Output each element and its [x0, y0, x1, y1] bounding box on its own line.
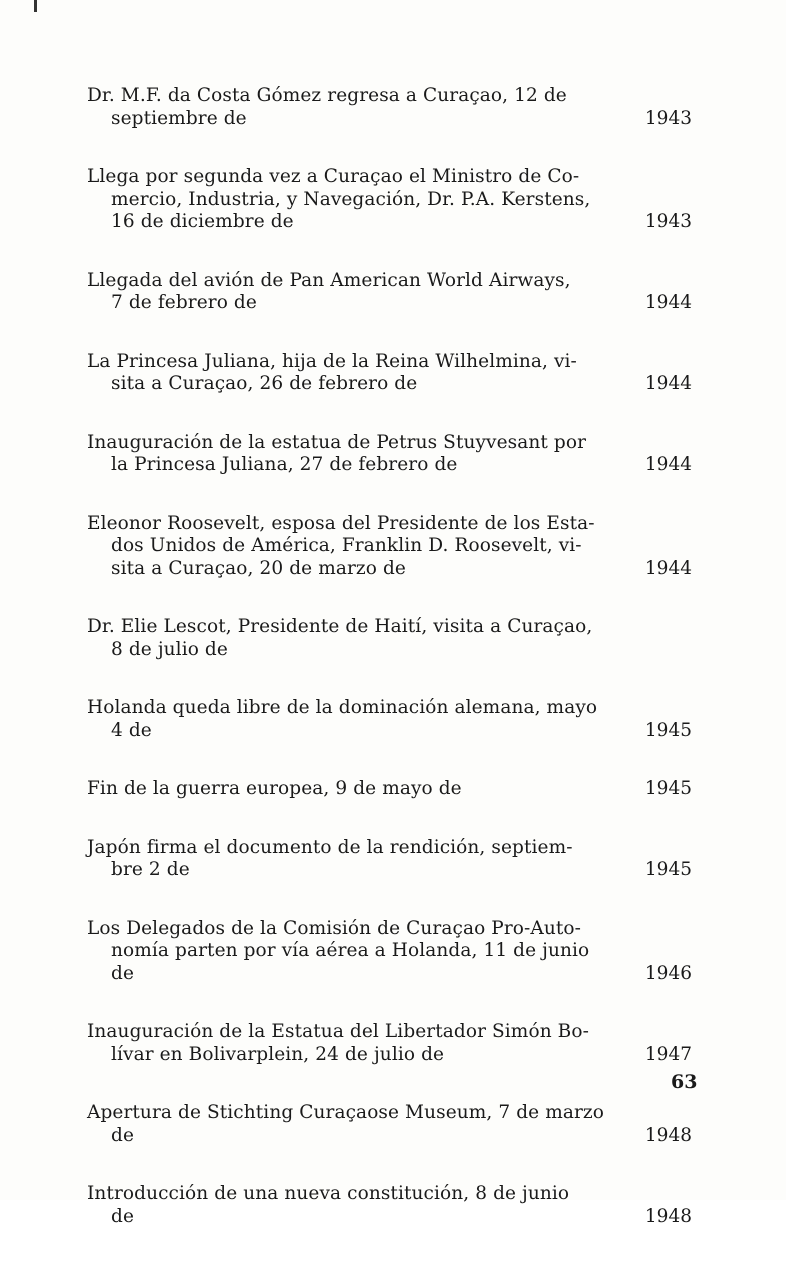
entry-line: 8 de julio de — [111, 638, 228, 660]
entry-line: Llega por segunda vez a Curaçao el Ministro de Co- — [87, 166, 580, 187]
entry-year: 1948 — [644, 1124, 692, 1146]
chronology-list — [87, 85, 692, 1264]
entry-text — [87, 1183, 627, 1228]
entry-line: Dr. M.F. da Costa Gómez regresa a Curaçao, 12 de — [87, 85, 567, 106]
entry-year: 1944 — [644, 557, 692, 579]
chronology-entry — [87, 616, 692, 661]
chronology-entry — [87, 1021, 692, 1066]
entry-line: Inauguración de la estatua de Petrus Stuyvesant por — [87, 431, 587, 453]
entry-text — [87, 697, 627, 742]
entry-line: la Princesa Juliana, 27 de febrero de — [111, 454, 458, 475]
entry-line: Eleonor Roosevelt, esposa del Presidente de los Esta- — [87, 512, 595, 534]
entry-line: Llegada del avión de Pan American World Airways, — [87, 269, 571, 291]
entry-line: Fin de la guerra europea, 9 de mayo de — [87, 778, 462, 799]
entry-line: 7 de febrero de — [111, 292, 257, 313]
entry-line: Japón firma el documento de la rendición, septiem- — [87, 836, 573, 858]
scan-mark — [34, 0, 37, 12]
entry-year: 1944 — [644, 454, 692, 475]
chronology-entry — [87, 432, 692, 477]
entry-year: 1947 — [644, 1043, 692, 1065]
entry-line: Introducción de una nueva constitución, 8 de junio — [87, 1183, 570, 1204]
entry-text — [87, 432, 627, 477]
entry-line: 16 de diciembre de — [111, 211, 294, 232]
entry-text — [87, 351, 627, 396]
entry-line: de — [111, 1124, 134, 1146]
entry-text — [87, 270, 627, 315]
chronology-entry — [87, 1102, 692, 1147]
entry-line: sita a Curaçao, 20 de marzo de — [111, 557, 406, 579]
entry-year: 1943 — [644, 211, 692, 232]
entry-year: 1944 — [644, 373, 692, 394]
entry-line: dos Unidos de América, Franklin D. Roosevelt, vi- — [111, 535, 582, 556]
entry-text — [87, 513, 627, 581]
entry-text — [87, 166, 627, 234]
entry-line: Los Delegados de la Comisión de Curaçao Pro-Auto- — [87, 917, 581, 939]
entry-year: 1944 — [644, 292, 692, 313]
entry-text — [87, 1021, 627, 1066]
entry-line: La Princesa Juliana, hija de la Reina Wilhelmina, vi- — [87, 350, 577, 372]
entry-line: lívar en Bolivarplein, 24 de julio de — [111, 1043, 445, 1065]
entry-line: sita a Curaçao, 26 de febrero de — [111, 373, 418, 394]
chronology-entry — [87, 513, 692, 581]
chronology-entry — [87, 918, 692, 986]
entry-line: Dr. Elie Lescot, Presidente de Haití, visita a Curaçao, — [87, 616, 593, 637]
entry-text — [87, 616, 627, 661]
entry-text — [87, 918, 627, 986]
entry-text — [87, 85, 627, 130]
chronology-entry — [87, 166, 692, 234]
chronology-entry — [87, 1183, 692, 1228]
entry-line: bre 2 de — [111, 859, 190, 880]
chronology-entry — [87, 351, 692, 396]
chronology-entry — [87, 837, 692, 882]
entry-line: Holanda queda libre de la dominación alemana, mayo — [87, 697, 598, 718]
chronology-entry — [87, 778, 692, 801]
chronology-entry — [87, 270, 692, 315]
entry-line: Inauguración de la Estatua del Libertador Simón Bo- — [87, 1021, 589, 1042]
chronology-entry — [87, 85, 692, 130]
page-number: 63 — [671, 1071, 698, 1093]
entry-line: de — [111, 1205, 134, 1227]
entry-year: 1948 — [644, 1205, 692, 1227]
entry-text — [87, 837, 627, 882]
entry-year: 1943 — [644, 107, 692, 129]
entry-line: nomía parten por vía aérea a Holanda, 11 de junio — [111, 940, 590, 961]
entry-year: 1945 — [644, 778, 692, 799]
entry-line: Apertura de Stichting Curaçaose Museum, 7 de marzo — [87, 1102, 604, 1123]
entry-line: septiembre de — [111, 107, 247, 129]
entry-text — [87, 778, 627, 801]
entry-text — [87, 1102, 627, 1147]
chronology-entry — [87, 697, 692, 742]
entry-year: 1945 — [644, 859, 692, 880]
entry-year: 1946 — [644, 962, 692, 984]
entry-line: 4 de — [111, 719, 152, 741]
entry-line: mercio, Industria, y Navegación, Dr. P.A. Kerstens, — [111, 188, 591, 210]
entry-line: de — [111, 962, 134, 984]
entry-year: 1945 — [644, 719, 692, 741]
